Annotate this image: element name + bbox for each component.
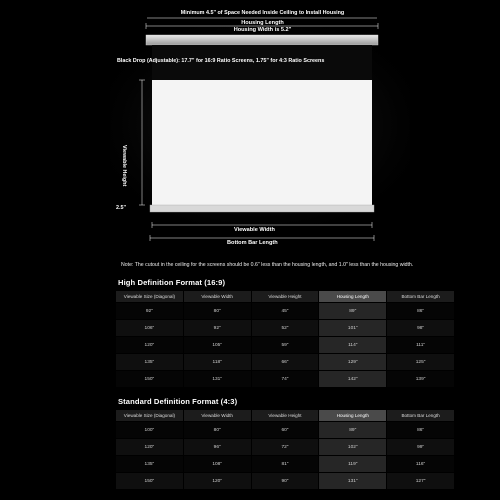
hd-table-cell: 129" bbox=[319, 354, 387, 371]
hd-header-cell: Viewable Height bbox=[251, 291, 319, 303]
bottom-bar bbox=[150, 205, 374, 212]
table-row bbox=[116, 320, 455, 337]
table-row bbox=[116, 422, 455, 439]
sd-header-cell: Viewable Size (Diagonal) bbox=[116, 410, 184, 422]
sd-header-cell: Housing Length bbox=[319, 410, 387, 422]
hd-table-cell: 66" bbox=[251, 354, 319, 371]
hd-header-cell: Bottom Bar Length bbox=[387, 291, 455, 303]
hd-table-cell: 125" bbox=[387, 354, 455, 371]
hd-header-row bbox=[116, 291, 455, 303]
sd-header-cell: Bottom Bar Length bbox=[387, 410, 455, 422]
hd-table-cell: 92" bbox=[116, 303, 184, 320]
hd-table-cell: 52" bbox=[251, 320, 319, 337]
hd-table-cell: 131" bbox=[183, 371, 251, 388]
hd-table-cell: 101" bbox=[319, 320, 387, 337]
sd-table-cell: 131" bbox=[319, 473, 387, 490]
housing bbox=[146, 35, 378, 45]
housing-width-label: Housing Width is 5.2" bbox=[233, 27, 292, 33]
sd-table-body bbox=[116, 422, 455, 490]
sd-table-cell: 102" bbox=[319, 439, 387, 456]
hd-table-cell: 120" bbox=[116, 337, 184, 354]
sd-table-cell: 120" bbox=[183, 473, 251, 490]
table-row bbox=[116, 371, 455, 388]
hd-table-cell: 80" bbox=[183, 303, 251, 320]
black-drop-label: Black Drop (Adjustable): 17.7" for 16:9 Ratio Screens, 1.75" for 4:3 Ratio Screens bbox=[117, 58, 325, 64]
sd-spec-table bbox=[115, 409, 455, 490]
table-row bbox=[116, 337, 455, 354]
table-row bbox=[116, 354, 455, 371]
viewable-height-label: Viewable Height bbox=[121, 145, 127, 187]
hd-table-cell: 105" bbox=[183, 337, 251, 354]
sd-header-cell: Viewable Height bbox=[251, 410, 319, 422]
sd-header-cell: Viewable Width bbox=[183, 410, 251, 422]
hd-header-cell: Viewable Size (Diagonal) bbox=[116, 291, 184, 303]
hd-table-cell: 74" bbox=[251, 371, 319, 388]
hd-table-cell: 111" bbox=[387, 337, 455, 354]
hd-table-cell: 150" bbox=[116, 371, 184, 388]
hd-table-cell: 118" bbox=[183, 354, 251, 371]
sd-table-cell: 135" bbox=[116, 456, 184, 473]
hd-table-title: High Definition Format (16:9) bbox=[118, 278, 226, 287]
sd-table-cell: 127" bbox=[387, 473, 455, 490]
hd-table-cell: 139" bbox=[387, 371, 455, 388]
sd-table-cell: 80" bbox=[183, 422, 251, 439]
sd-table-cell: 119" bbox=[319, 456, 387, 473]
viewable-width-label: Viewable Width bbox=[234, 227, 275, 233]
sd-table-cell: 99" bbox=[387, 439, 455, 456]
hd-spec-table bbox=[115, 290, 455, 388]
sd-table-cell: 60" bbox=[251, 422, 319, 439]
ceiling-space-label: Minimum 4.5" of Space Needed Inside Ceiling to Install Housing bbox=[180, 10, 345, 16]
sd-table-title: Standard Definition Format (4:3) bbox=[118, 397, 238, 406]
sd-table-cell: 120" bbox=[116, 439, 184, 456]
hd-table-body bbox=[116, 303, 455, 388]
hd-table-cell: 89" bbox=[319, 303, 387, 320]
sd-table-cell: 100" bbox=[116, 422, 184, 439]
hd-table-cell: 45" bbox=[251, 303, 319, 320]
sd-table-cell: 86" bbox=[387, 422, 455, 439]
table-row bbox=[116, 473, 455, 490]
sd-table-cell: 89" bbox=[319, 422, 387, 439]
hd-header-cell: Housing Length bbox=[319, 291, 387, 303]
sd-table-cell: 150" bbox=[116, 473, 184, 490]
hd-table-cell: 59" bbox=[251, 337, 319, 354]
hd-table-cell: 92" bbox=[183, 320, 251, 337]
sd-table-cell: 108" bbox=[183, 456, 251, 473]
sd-table-cell: 90" bbox=[251, 473, 319, 490]
bar-height-label: 2.5" bbox=[116, 205, 127, 211]
housing-length-label: Housing Length bbox=[241, 20, 284, 26]
table-row bbox=[116, 439, 455, 456]
hd-table-cell: 98" bbox=[387, 320, 455, 337]
table-row bbox=[116, 456, 455, 473]
hd-table-cell: 135" bbox=[116, 354, 184, 371]
cutout-note: Note: The cutout in the ceiling for the screens should be 0.6" less than the housing length, and 1.0" less than the housing width. bbox=[121, 262, 414, 268]
sd-table-cell: 96" bbox=[183, 439, 251, 456]
sd-header-row bbox=[116, 410, 455, 422]
hd-header-cell: Viewable Width bbox=[183, 291, 251, 303]
hd-table-cell: 86" bbox=[387, 303, 455, 320]
hd-table-cell: 142" bbox=[319, 371, 387, 388]
hd-table-cell: 106" bbox=[116, 320, 184, 337]
viewable-screen bbox=[152, 80, 372, 205]
sd-table-cell: 81" bbox=[251, 456, 319, 473]
bottom-bar-length-label: Bottom Bar Length bbox=[227, 240, 278, 246]
sd-table-cell: 72" bbox=[251, 439, 319, 456]
hd-table-cell: 114" bbox=[319, 337, 387, 354]
table-row bbox=[116, 303, 455, 320]
sd-table-cell: 116" bbox=[387, 456, 455, 473]
